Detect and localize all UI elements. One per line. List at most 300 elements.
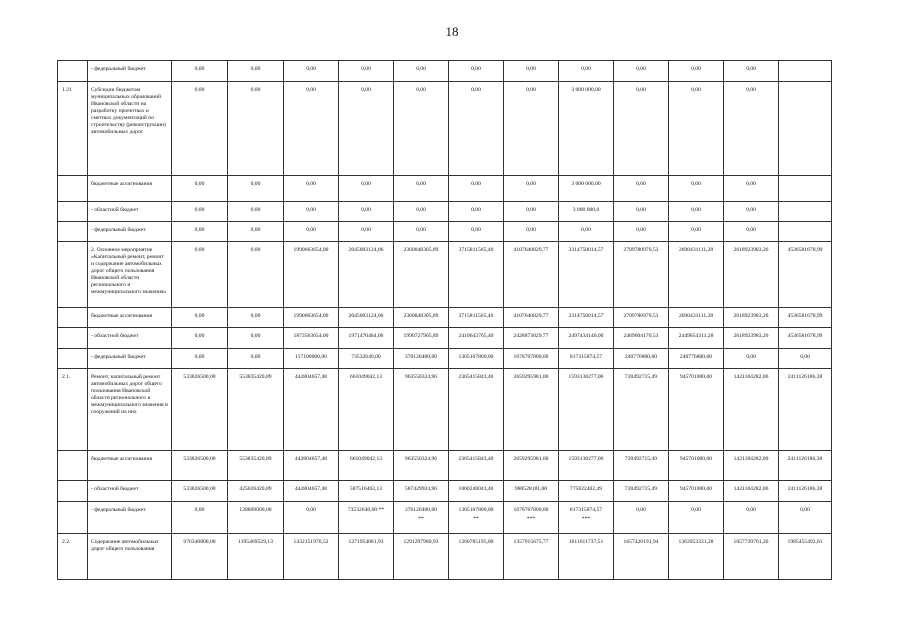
value-cell [504,308,559,328]
value-cell [669,242,724,308]
cell-value: 0,00 [691,87,701,93]
cell-value: 4107640829,77 [513,313,549,319]
value-cell [559,202,614,222]
cell-value: 775822402,49 [569,486,603,492]
value-cell [614,176,669,202]
table-row [58,242,832,308]
cell-value: 720492715,49 [624,486,658,492]
value-cell [172,451,228,481]
cell-value: 0,00 [746,207,756,213]
value-cell [779,82,832,176]
cell-value: 1432151976,52 [293,539,329,545]
value-cell [284,349,339,369]
value-cell [284,328,339,349]
cell-value: 0,00 [361,87,371,93]
value-cell [504,61,559,82]
value-cell [559,176,614,202]
cell-value: 0,00 [636,207,646,213]
value-cell [724,349,779,369]
value-cell [779,242,832,308]
cell-value: 0,00 [361,227,371,233]
cell-value: 73532640,00 [351,354,381,360]
cell-value: 2709780970,53 [623,313,659,319]
cell-value: 0,00 [581,66,591,72]
value-cell [394,534,449,580]
value-cell [614,369,669,451]
value-cell [449,369,504,451]
cell-value: 0,00 [306,66,316,72]
value-cell [172,222,228,242]
value-cell [394,202,449,222]
value-cell [339,349,394,369]
value-cell [559,242,614,308]
value-cell [559,222,614,242]
value-cell [779,369,832,451]
cell-value: 0,00 [471,227,481,233]
cell-value: 1990727905,89 [403,333,439,339]
cell-value: 0,00 [691,227,701,233]
value-cell [779,61,832,82]
row-number [58,328,88,349]
cell-value: 0,00 [800,507,810,513]
value-cell [504,481,559,502]
value-cell [394,369,449,451]
cell-value: 2497434140,00 [568,333,604,339]
value-cell [504,502,559,534]
cell-value: 0,00 [526,87,536,93]
value-cell [339,328,394,349]
value-cell [339,308,394,328]
value-cell [172,176,228,202]
cell-value: 0,00 [306,181,316,187]
value-cell [284,481,339,502]
table-row [58,328,832,349]
cell-value: 0,00 [691,507,701,513]
value-cell [559,502,614,534]
row-name: Содержание автомобильных дорог общего пользования [88,534,172,580]
value-cell [284,308,339,328]
value-cell [669,328,724,349]
value-cell [339,82,394,176]
value-cell [779,222,832,242]
cell-value: 1678767800,00 [513,507,549,513]
row-number [58,61,88,82]
row-name: - областной бюджет [88,202,172,222]
value-cell [449,481,504,502]
cell-value: 2411126186,38 [787,456,823,462]
cell-value: 0,00 [416,207,426,213]
cell-value: 2045003124,06 [348,247,384,253]
value-cell [779,451,832,481]
cell-value: 0,00 [416,181,426,187]
cell-value: 0,00 [250,247,261,253]
cell-value: 442804657,48 [294,374,328,380]
value-cell [228,502,284,534]
cell-value: 0,00 [194,181,205,187]
value-cell [228,176,284,202]
value-cell [779,349,832,369]
value-cell [779,176,832,202]
row-name: - федеральный бюджет [88,502,172,534]
cell-value: 0,00 [746,87,756,93]
cell-value: 442804657,48 [294,486,328,492]
value-cell [614,222,669,242]
value-cell [724,202,779,222]
row-number [58,242,88,308]
value-cell [559,369,614,451]
value-cell [449,534,504,580]
value-cell [779,328,832,349]
value-cell [779,534,832,580]
value-cell [339,61,394,82]
row-name: - федеральный бюджет [88,222,172,242]
cell-value: 4536581678,99 [787,247,823,253]
value-cell [504,451,559,481]
value-cell [449,202,504,222]
cell-value: 128809000,00 [239,507,272,513]
value-cell [339,222,394,242]
value-cell [228,349,284,369]
cell-value: 1305167800,00 [458,507,494,513]
cell-value: 0,00 [250,227,261,233]
cell-value: 1593138277,06 [568,456,604,462]
cell-value: 240776800,00 [624,354,658,360]
row-name: 2. Основное мероприятие «Капитальный ремонт, ремонт и содержание автомобильных дорог общего пользования Ивановской области регионального и межмуниципального значения» [88,242,172,308]
value-cell [559,349,614,369]
value-cell [504,82,559,176]
value-cell [724,176,779,202]
table-row [58,451,832,481]
value-cell [614,242,669,308]
value-cell [669,349,724,369]
cell-value: 73532640,00 ** [347,507,385,513]
cell-value: 442804657,48 [294,456,328,462]
page-number: 18 [445,24,459,39]
cell-value: 817315874,57 [569,507,603,513]
value-cell [614,451,669,481]
cell-value: 553835420,89 [239,456,272,462]
value-cell [394,502,449,534]
value-cell [172,534,228,580]
cell-value: 3715811565,40 [458,313,494,319]
value-cell [339,481,394,502]
cell-value: 1195469529,13 [238,539,273,545]
cell-value: 0,00 [250,181,261,187]
value-cell [669,481,724,502]
value-cell [504,202,559,222]
cell-value: 0,00 [194,87,205,93]
value-cell [172,349,228,369]
value-cell [559,328,614,349]
cell-value: 533826500,00 [183,374,216,380]
cell-value: 945701000,00 [679,486,713,492]
cell-value: 1593138277,06 [568,374,604,380]
value-cell [614,328,669,349]
cell-value: 2365415843,40 [458,374,494,380]
value-cell [724,534,779,580]
value-cell [449,502,504,534]
table-row [58,176,832,202]
cell-value: 1357915675,77 [513,539,549,545]
cell-value: 587516402,13 [349,486,383,492]
cell-value: 2365415843,40 [458,456,494,462]
value-cell [779,502,832,534]
value-cell [284,176,339,202]
cell-value: 1611611737,51 [568,539,604,545]
cell-value: 0,00 [194,354,205,360]
value-cell [614,481,669,502]
cell-value: 2618923983,26 [733,247,769,253]
cell-value: 2410643765,40 [458,333,494,339]
cell-value: 0,00 [250,207,261,213]
value-cell [504,349,559,369]
cell-value: 117100000,00 [295,354,327,360]
cell-value: 3 000 000,0 [572,207,600,213]
cell-value: 0,00 [250,66,261,72]
row-name: - федеральный бюджет [88,61,172,82]
value-cell [284,242,339,308]
cell-value: 3314750014,57 [568,247,604,253]
cell-value: 2045003124,06 [348,313,384,319]
cell-footnote-mark: *** [526,516,536,522]
cell-value: 661049042,13 [349,374,383,380]
value-cell [559,481,614,502]
cell-value: 1990663654,00 [293,313,329,319]
value-cell [449,61,504,82]
value-cell [228,308,284,328]
cell-value: 1057739701,26 [733,539,769,545]
cell-value: 240776800,00 [679,354,713,360]
cell-value: 2690431111,28 [678,313,714,319]
value-cell [724,369,779,451]
table-body [58,61,832,580]
value-cell [449,242,504,308]
value-cell [504,222,559,242]
value-cell [504,328,559,349]
value-cell [172,369,228,451]
cell-value: 0,00 [250,354,261,360]
value-cell [724,242,779,308]
value-cell [669,534,724,580]
cell-value: 1363953331,28 [678,539,714,545]
cell-value: 945701000,00 [679,456,713,462]
cell-value: 0,00 [250,333,261,339]
value-cell [284,222,339,242]
row-number [58,308,88,328]
value-cell [559,308,614,328]
value-cell [559,61,614,82]
value-cell [228,534,284,580]
value-cell [669,451,724,481]
value-cell [504,242,559,308]
value-cell [172,502,228,534]
value-cell [614,502,669,534]
cell-value: 0,00 [691,181,701,187]
cell-value: 1678767800,00 [513,354,549,360]
value-cell [284,202,339,222]
cell-value: 2411126186,38 [787,486,823,492]
value-cell [339,176,394,202]
value-cell [284,451,339,481]
value-cell [228,222,284,242]
cell-value: 0,00 [194,207,205,213]
value-cell [394,61,449,82]
value-cell [504,534,559,580]
value-cell [669,369,724,451]
cell-value: 2360848305,89 [403,313,439,319]
value-cell [669,61,724,82]
cell-value: 0,00 [194,333,205,339]
cell-value: 587429924,96 [404,486,438,492]
budget-table [57,60,832,580]
value-cell [614,82,669,176]
value-cell [339,451,394,481]
cell-value: 1421184282,00 [733,456,769,462]
value-cell [394,451,449,481]
row-number [58,502,88,534]
value-cell [449,328,504,349]
value-cell [449,176,504,202]
row-number [58,222,88,242]
cell-value: 945701000,00 [679,374,713,380]
cell-value: 661049042,13 [349,456,383,462]
value-cell [504,369,559,451]
cell-value: 0,00 [636,87,646,93]
cell-value: 3 000 000,00 [571,87,601,93]
value-cell [724,502,779,534]
row-number [58,349,88,369]
cell-value: 0,00 [416,66,426,72]
cell-value: 1260785195,00 [458,539,494,545]
cell-value: 0,00 [581,227,591,233]
cell-value: 2469004170,53 [623,333,659,339]
value-cell [394,328,449,349]
value-cell [449,82,504,176]
value-cell [559,451,614,481]
cell-value: 0,00 [746,227,756,233]
value-cell [394,242,449,308]
cell-value: 720492715,49 [624,456,658,462]
cell-value: 1060248043,40 [458,486,494,492]
row-number [58,451,88,481]
value-cell [669,308,724,328]
table-row [58,502,832,534]
cell-value: 0,00 [194,313,205,319]
cell-value: 2659295981,00 [513,456,549,462]
value-cell [504,176,559,202]
value-cell [779,308,832,328]
cell-value: 533826500,00 [183,486,216,492]
value-cell [172,202,228,222]
cell-value: 2618923983,26 [733,333,769,339]
cell-value: 0,00 [636,507,646,513]
cell-value: 0,00 [800,354,810,360]
row-name: - областной бюджет [88,481,172,502]
cell-value: 376120400,00 [404,507,438,513]
cell-value: 1990663654,00 [293,247,329,253]
cell-value: 0,00 [361,66,371,72]
row-name: бюджетные ассигнования [88,308,172,328]
cell-value: 1971470484,06 [348,333,384,339]
value-cell [172,481,228,502]
value-cell [228,369,284,451]
value-cell [614,308,669,328]
value-cell [724,451,779,481]
value-cell [228,328,284,349]
cell-value: 0,00 [526,207,536,213]
cell-footnote-mark: ** [473,516,479,522]
table-row [58,349,832,369]
value-cell [724,308,779,328]
table-row [58,308,832,328]
cell-value: 0,00 [194,247,205,253]
row-name: - областной бюджет [88,328,172,349]
value-cell [724,82,779,176]
cell-value: 2411126186,38 [787,374,823,380]
value-cell [449,349,504,369]
value-cell [228,242,284,308]
cell-value: 0,00 [636,66,646,72]
value-cell [449,308,504,328]
value-cell [339,502,394,534]
cell-value: 1421184282,00 [733,374,769,380]
cell-value: 1305167800,00 [458,354,494,360]
table-row [58,82,832,176]
value-cell [724,222,779,242]
cell-value: 0,00 [194,507,205,513]
row-name: Субсидии бюджетам муниципальных образований Ивановской области на разработку проектных и сметных документаций по строительству (реконструкции) автомобильных дорог [88,82,172,176]
value-cell [724,61,779,82]
cell-value: 0,00 [306,507,316,513]
cell-value: 533826500,00 [183,456,216,462]
cell-value: 0,00 [361,181,371,187]
value-cell [228,202,284,222]
value-cell [394,222,449,242]
cell-value: 1873563654,00 [293,333,329,339]
value-cell [284,502,339,534]
value-cell [724,481,779,502]
value-cell [339,369,394,451]
cell-value: 2690431111,28 [678,247,714,253]
value-cell [394,82,449,176]
cell-value: 1657420191,94 [623,539,659,545]
cell-value: 976340800,00 [183,539,216,545]
value-cell [614,202,669,222]
cell-value: 1985455492,61 [787,539,823,545]
row-number [58,176,88,202]
cell-value: 0,00 [636,181,646,187]
value-cell [228,61,284,82]
cell-value: 0,00 [306,207,316,213]
value-cell [394,481,449,502]
value-cell [339,202,394,222]
cell-value: 0,00 [416,227,426,233]
cell-value: 0,00 [306,227,316,233]
cell-value: 553835420,89 [239,374,272,380]
row-number: 2.1. [58,369,88,451]
cell-value: 0,00 [746,66,756,72]
cell-value: 0,00 [471,207,481,213]
value-cell [559,534,614,580]
table-row [58,369,832,451]
row-name: - федеральный бюджет [88,349,172,369]
cell-value: 963550324,96 [404,374,438,380]
value-cell [779,481,832,502]
value-cell [228,82,284,176]
cell-value: 0,00 [691,66,701,72]
cell-value: 0,00 [194,66,205,72]
cell-value: 0,00 [194,227,205,233]
